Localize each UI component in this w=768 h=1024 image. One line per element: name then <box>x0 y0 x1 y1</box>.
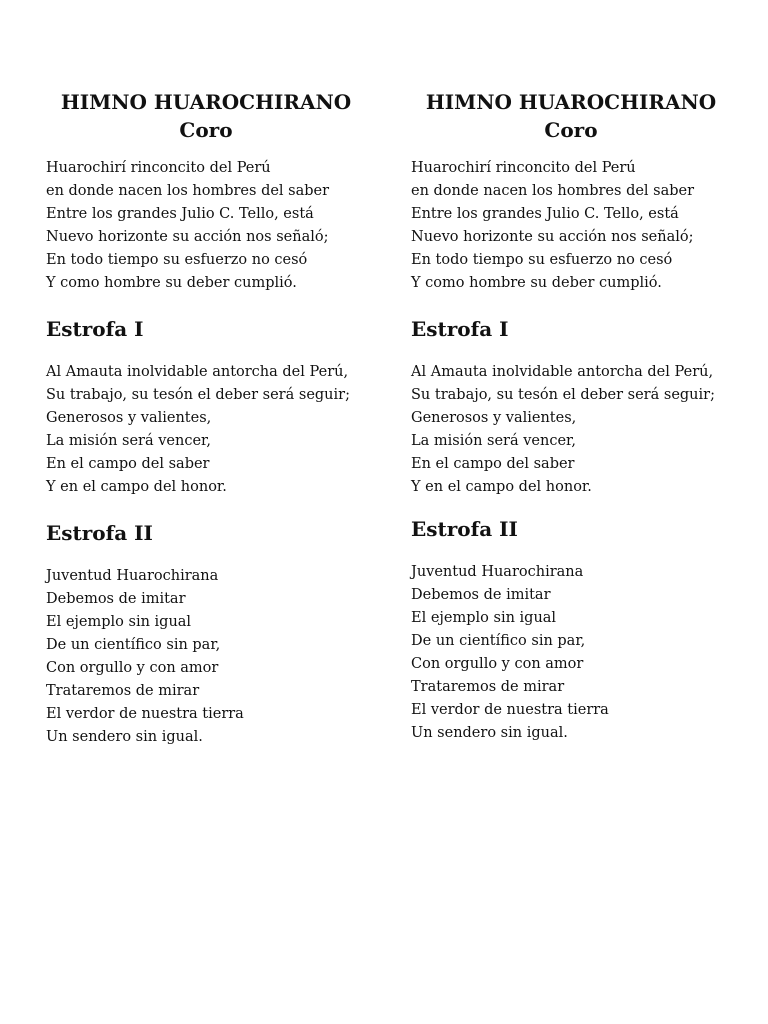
verse-line: Generosos y valientes, <box>46 410 212 426</box>
verse-line: Con orgullo y con amor <box>411 656 584 672</box>
verse-line: Al Amauta inolvidable antorcha del Perú, <box>46 364 349 380</box>
verse-line: De un científico sin par, <box>46 637 221 653</box>
estrofa-1-heading: Estrofa I <box>46 317 144 341</box>
coro-verses <box>46 157 391 295</box>
verse-line: Nuevo horizonte su acción nos señaló; <box>411 229 694 245</box>
verse-line: Al Amauta inolvidable antorcha del Perú, <box>411 364 714 380</box>
coro-heading: Coro <box>179 118 233 142</box>
verse-line: Un sendero sin igual. <box>46 729 203 745</box>
verse-line: En todo tiempo su esfuerzo no cesó <box>411 252 673 268</box>
verse-line: Y en el campo del honor. <box>46 479 227 495</box>
verse-line: Juventud Huarochirana <box>411 564 584 580</box>
verse-line: Huarochirí rinconcito del Perú <box>46 160 271 176</box>
estrofa-1-heading: Estrofa I <box>411 317 509 341</box>
estrofa-2-heading: Estrofa II <box>46 521 153 545</box>
verse-line: Y como hombre su deber cumplió. <box>46 275 297 291</box>
estrofa-2-heading: Estrofa II <box>411 517 518 541</box>
verse-line: De un científico sin par, <box>411 633 586 649</box>
estrofa-1-verses <box>46 361 391 499</box>
verse-line: El ejemplo sin igual <box>46 614 192 630</box>
verse-line: En el campo del saber <box>411 456 575 472</box>
verse-line: Debemos de imitar <box>411 587 551 603</box>
verse-line: Y como hombre su deber cumplió. <box>411 275 662 291</box>
verse-line: Nuevo horizonte su acción nos señaló; <box>46 229 329 245</box>
verse-line: Huarochirí rinconcito del Perú <box>411 160 636 176</box>
verse-line: Su trabajo, su tesón el deber será seguir; <box>411 387 715 403</box>
verse-line: Juventud Huarochirana <box>46 568 219 584</box>
verse-line: Trataremos de mirar <box>411 679 565 695</box>
verse-line: Con orgullo y con amor <box>46 660 219 676</box>
hymn-column-right <box>411 88 756 745</box>
estrofa-2-verses <box>46 565 391 749</box>
verse-line: El verdor de nuestra tierra <box>46 706 244 722</box>
verse-line: Y en el campo del honor. <box>411 479 592 495</box>
coro-heading: Coro <box>544 118 598 142</box>
verse-line: en donde nacen los hombres del saber <box>46 183 330 199</box>
coro-verses <box>411 157 756 295</box>
hymn-title: HIMNO HUAROCHIRANO <box>60 90 352 114</box>
verse-line: El verdor de nuestra tierra <box>411 702 609 718</box>
verse-line: En todo tiempo su esfuerzo no cesó <box>46 252 308 268</box>
verse-line: La misión será vencer, <box>46 433 211 449</box>
hymn-column-left <box>46 88 391 749</box>
verse-line: Su trabajo, su tesón el deber será seguir; <box>46 387 350 403</box>
verse-line: Entre los grandes Julio C. Tello, está <box>46 206 314 222</box>
estrofa-2-verses <box>411 561 756 745</box>
estrofa-1-verses <box>411 361 756 499</box>
verse-line: en donde nacen los hombres del saber <box>411 183 695 199</box>
verse-line: El ejemplo sin igual <box>411 610 557 626</box>
verse-line: Un sendero sin igual. <box>411 725 568 741</box>
verse-line: La misión será vencer, <box>411 433 576 449</box>
verse-line: En el campo del saber <box>46 456 210 472</box>
verse-line: Debemos de imitar <box>46 591 186 607</box>
verse-line: Trataremos de mirar <box>46 683 200 699</box>
verse-line: Entre los grandes Julio C. Tello, está <box>411 206 679 222</box>
verse-line: Generosos y valientes, <box>411 410 577 426</box>
hymn-title: HIMNO HUAROCHIRANO <box>425 90 717 114</box>
